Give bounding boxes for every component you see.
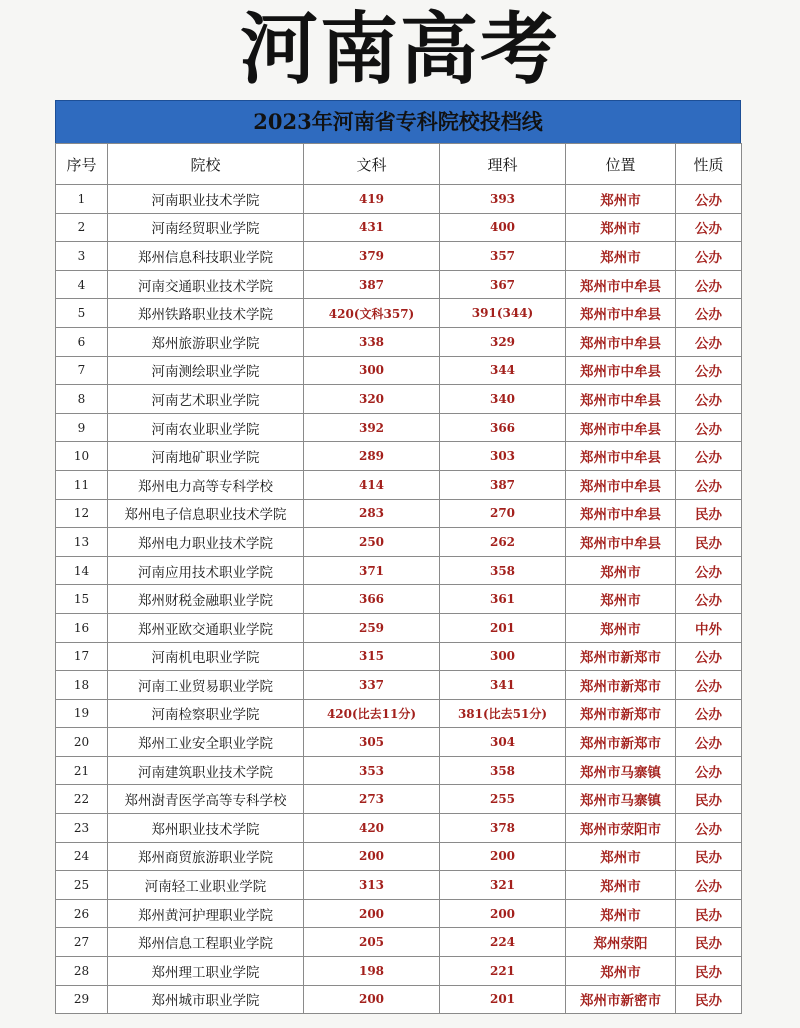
location: 郑州市新郑市 xyxy=(566,642,676,671)
table-row xyxy=(56,585,742,614)
location: 郑州市 xyxy=(566,613,676,642)
liberal-arts-score: 200 xyxy=(304,985,440,1014)
science-score: 387 xyxy=(440,470,566,499)
table-row xyxy=(56,299,742,328)
liberal-arts-score: 259 xyxy=(304,613,440,642)
table-row xyxy=(56,413,742,442)
table-body xyxy=(56,185,742,1014)
school-name: 河南应用技术职业学院 xyxy=(108,556,304,585)
row-number: 26 xyxy=(56,899,108,928)
table-row xyxy=(56,470,742,499)
table-row xyxy=(56,242,742,271)
liberal-arts-score: 315 xyxy=(304,642,440,671)
table-row xyxy=(56,728,742,757)
liberal-arts-score: 313 xyxy=(304,871,440,900)
table-row xyxy=(56,185,742,214)
science-score: 201 xyxy=(440,613,566,642)
row-number: 8 xyxy=(56,385,108,414)
table-row xyxy=(56,442,742,471)
row-number: 1 xyxy=(56,185,108,214)
school-name: 河南工业贸易职业学院 xyxy=(108,671,304,700)
school-name: 郑州黄河护理职业学院 xyxy=(108,899,304,928)
school-name: 郑州澍青医学高等专科学校 xyxy=(108,785,304,814)
row-number: 23 xyxy=(56,814,108,843)
school-name: 郑州旅游职业学院 xyxy=(108,327,304,356)
school-type: 公办 xyxy=(676,756,742,785)
row-number: 7 xyxy=(56,356,108,385)
score-table xyxy=(55,143,742,1014)
col-header-liberal-arts: 文科 xyxy=(304,144,440,185)
school-name: 河南机电职业学院 xyxy=(108,642,304,671)
location: 郑州市中牟县 xyxy=(566,413,676,442)
score-sheet xyxy=(55,100,741,1014)
page-headline: 河南高考 xyxy=(239,5,560,95)
location: 郑州市新郑市 xyxy=(566,671,676,700)
location: 郑州市 xyxy=(566,957,676,986)
school-name: 郑州电力高等专科学校 xyxy=(108,470,304,499)
school-type: 公办 xyxy=(676,270,742,299)
row-number: 24 xyxy=(56,842,108,871)
location: 郑州市 xyxy=(566,556,676,585)
science-score: 200 xyxy=(440,842,566,871)
row-number: 18 xyxy=(56,671,108,700)
liberal-arts-score: 431 xyxy=(304,213,440,242)
school-type: 公办 xyxy=(676,356,742,385)
school-name: 河南职业技术学院 xyxy=(108,185,304,214)
liberal-arts-score: 338 xyxy=(304,327,440,356)
science-score: 303 xyxy=(440,442,566,471)
school-name: 郑州电子信息职业技术学院 xyxy=(108,499,304,528)
table-row xyxy=(56,556,742,585)
science-score: 366 xyxy=(440,413,566,442)
school-name: 郑州工业安全职业学院 xyxy=(108,728,304,757)
school-name: 郑州理工职业学院 xyxy=(108,957,304,986)
row-number: 19 xyxy=(56,699,108,728)
location: 郑州市 xyxy=(566,899,676,928)
school-type: 公办 xyxy=(676,642,742,671)
row-number: 13 xyxy=(56,528,108,557)
row-number: 12 xyxy=(56,499,108,528)
table-row xyxy=(56,928,742,957)
liberal-arts-score: 420(文科357) xyxy=(304,299,440,328)
school-type: 公办 xyxy=(676,470,742,499)
table-header-row xyxy=(56,144,742,185)
location: 郑州市荥阳市 xyxy=(566,814,676,843)
location: 郑州市中牟县 xyxy=(566,442,676,471)
row-number: 17 xyxy=(56,642,108,671)
school-type: 公办 xyxy=(676,699,742,728)
science-score: 358 xyxy=(440,556,566,585)
school-type: 公办 xyxy=(676,728,742,757)
liberal-arts-score: 300 xyxy=(304,356,440,385)
location: 郑州市中牟县 xyxy=(566,499,676,528)
liberal-arts-score: 371 xyxy=(304,556,440,585)
school-type: 公办 xyxy=(676,671,742,700)
science-score: 340 xyxy=(440,385,566,414)
school-name: 河南建筑职业技术学院 xyxy=(108,756,304,785)
table-row xyxy=(56,385,742,414)
school-type: 公办 xyxy=(676,556,742,585)
row-number: 3 xyxy=(56,242,108,271)
liberal-arts-score: 205 xyxy=(304,928,440,957)
row-number: 11 xyxy=(56,470,108,499)
science-score: 270 xyxy=(440,499,566,528)
school-type: 公办 xyxy=(676,585,742,614)
liberal-arts-score: 387 xyxy=(304,270,440,299)
school-type: 民办 xyxy=(676,985,742,1014)
location: 郑州市 xyxy=(566,242,676,271)
science-score: 262 xyxy=(440,528,566,557)
col-header-school: 院校 xyxy=(108,144,304,185)
science-score: 321 xyxy=(440,871,566,900)
school-type: 民办 xyxy=(676,785,742,814)
school-name: 河南交通职业技术学院 xyxy=(108,270,304,299)
school-name: 河南地矿职业学院 xyxy=(108,442,304,471)
location: 郑州市 xyxy=(566,185,676,214)
school-type: 民办 xyxy=(676,957,742,986)
col-header-location: 位置 xyxy=(566,144,676,185)
location: 郑州市中牟县 xyxy=(566,470,676,499)
school-type: 公办 xyxy=(676,299,742,328)
school-type: 民办 xyxy=(676,499,742,528)
school-name: 郑州商贸旅游职业学院 xyxy=(108,842,304,871)
liberal-arts-score: 273 xyxy=(304,785,440,814)
school-name: 郑州电力职业技术学院 xyxy=(108,528,304,557)
liberal-arts-score: 366 xyxy=(304,585,440,614)
row-number: 6 xyxy=(56,327,108,356)
table-row xyxy=(56,613,742,642)
school-name: 河南测绘职业学院 xyxy=(108,356,304,385)
table-row xyxy=(56,756,742,785)
liberal-arts-score: 337 xyxy=(304,671,440,700)
table-row xyxy=(56,899,742,928)
school-type: 公办 xyxy=(676,385,742,414)
row-number: 15 xyxy=(56,585,108,614)
school-type: 中外 xyxy=(676,613,742,642)
table-row xyxy=(56,499,742,528)
table-title: 2023年河南省专科院校投档线 xyxy=(55,100,741,143)
location: 郑州市 xyxy=(566,842,676,871)
school-name: 河南农业职业学院 xyxy=(108,413,304,442)
science-score: 400 xyxy=(440,213,566,242)
science-score: 329 xyxy=(440,327,566,356)
location: 郑州市新郑市 xyxy=(566,728,676,757)
science-score: 378 xyxy=(440,814,566,843)
location: 郑州市 xyxy=(566,585,676,614)
school-type: 公办 xyxy=(676,185,742,214)
school-type: 民办 xyxy=(676,528,742,557)
science-score: 200 xyxy=(440,899,566,928)
science-score: 224 xyxy=(440,928,566,957)
science-score: 357 xyxy=(440,242,566,271)
school-type: 公办 xyxy=(676,442,742,471)
location: 郑州荥阳 xyxy=(566,928,676,957)
col-header-science: 理科 xyxy=(440,144,566,185)
row-number: 9 xyxy=(56,413,108,442)
location: 郑州市马寨镇 xyxy=(566,785,676,814)
science-score: 344 xyxy=(440,356,566,385)
row-number: 20 xyxy=(56,728,108,757)
liberal-arts-score: 198 xyxy=(304,957,440,986)
location: 郑州市中牟县 xyxy=(566,528,676,557)
school-name: 郑州信息科技职业学院 xyxy=(108,242,304,271)
science-score: 361 xyxy=(440,585,566,614)
table-row xyxy=(56,871,742,900)
table-row xyxy=(56,213,742,242)
liberal-arts-score: 420 xyxy=(304,814,440,843)
table-row xyxy=(56,671,742,700)
liberal-arts-score: 289 xyxy=(304,442,440,471)
science-score: 201 xyxy=(440,985,566,1014)
location: 郑州市 xyxy=(566,213,676,242)
science-score: 381(比去51分) xyxy=(440,699,566,728)
school-name: 河南经贸职业学院 xyxy=(108,213,304,242)
science-score: 221 xyxy=(440,957,566,986)
row-number: 4 xyxy=(56,270,108,299)
liberal-arts-score: 379 xyxy=(304,242,440,271)
table-row xyxy=(56,814,742,843)
row-number: 29 xyxy=(56,985,108,1014)
school-type: 民办 xyxy=(676,899,742,928)
liberal-arts-score: 414 xyxy=(304,470,440,499)
liberal-arts-score: 305 xyxy=(304,728,440,757)
col-header-type: 性质 xyxy=(676,144,742,185)
table-row xyxy=(56,699,742,728)
science-score: 304 xyxy=(440,728,566,757)
science-score: 300 xyxy=(440,642,566,671)
table-row xyxy=(56,642,742,671)
location: 郑州市中牟县 xyxy=(566,385,676,414)
school-type: 公办 xyxy=(676,213,742,242)
school-type: 公办 xyxy=(676,242,742,271)
school-type: 公办 xyxy=(676,814,742,843)
science-score: 255 xyxy=(440,785,566,814)
liberal-arts-score: 283 xyxy=(304,499,440,528)
school-name: 郑州财税金融职业学院 xyxy=(108,585,304,614)
row-number: 22 xyxy=(56,785,108,814)
row-number: 16 xyxy=(56,613,108,642)
liberal-arts-score: 353 xyxy=(304,756,440,785)
school-name: 郑州铁路职业技术学院 xyxy=(108,299,304,328)
location: 郑州市中牟县 xyxy=(566,356,676,385)
school-name: 郑州城市职业学院 xyxy=(108,985,304,1014)
science-score: 393 xyxy=(440,185,566,214)
school-name: 河南检察职业学院 xyxy=(108,699,304,728)
science-score: 367 xyxy=(440,270,566,299)
school-name: 郑州职业技术学院 xyxy=(108,814,304,843)
liberal-arts-score: 420(比去11分) xyxy=(304,699,440,728)
liberal-arts-score: 200 xyxy=(304,842,440,871)
table-row xyxy=(56,356,742,385)
location: 郑州市马寨镇 xyxy=(566,756,676,785)
school-type: 公办 xyxy=(676,413,742,442)
school-type: 公办 xyxy=(676,327,742,356)
location: 郑州市中牟县 xyxy=(566,270,676,299)
liberal-arts-score: 392 xyxy=(304,413,440,442)
table-row xyxy=(56,270,742,299)
table-row xyxy=(56,957,742,986)
table-row xyxy=(56,842,742,871)
table-row xyxy=(56,528,742,557)
school-name: 郑州信息工程职业学院 xyxy=(108,928,304,957)
science-score: 358 xyxy=(440,756,566,785)
liberal-arts-score: 200 xyxy=(304,899,440,928)
location: 郑州市新密市 xyxy=(566,985,676,1014)
school-type: 民办 xyxy=(676,928,742,957)
school-type: 公办 xyxy=(676,871,742,900)
table-row xyxy=(56,327,742,356)
science-score: 391(344) xyxy=(440,299,566,328)
row-number: 14 xyxy=(56,556,108,585)
location: 郑州市新郑市 xyxy=(566,699,676,728)
col-header-number: 序号 xyxy=(56,144,108,185)
liberal-arts-score: 250 xyxy=(304,528,440,557)
school-type: 民办 xyxy=(676,842,742,871)
liberal-arts-score: 320 xyxy=(304,385,440,414)
row-number: 27 xyxy=(56,928,108,957)
liberal-arts-score: 419 xyxy=(304,185,440,214)
row-number: 2 xyxy=(56,213,108,242)
row-number: 5 xyxy=(56,299,108,328)
table-row xyxy=(56,985,742,1014)
row-number: 28 xyxy=(56,957,108,986)
table-row xyxy=(56,785,742,814)
location: 郑州市 xyxy=(566,871,676,900)
science-score: 341 xyxy=(440,671,566,700)
location: 郑州市中牟县 xyxy=(566,327,676,356)
location: 郑州市中牟县 xyxy=(566,299,676,328)
school-name: 河南轻工业职业学院 xyxy=(108,871,304,900)
school-name: 河南艺术职业学院 xyxy=(108,385,304,414)
school-name: 郑州亚欧交通职业学院 xyxy=(108,613,304,642)
row-number: 21 xyxy=(56,756,108,785)
row-number: 10 xyxy=(56,442,108,471)
row-number: 25 xyxy=(56,871,108,900)
